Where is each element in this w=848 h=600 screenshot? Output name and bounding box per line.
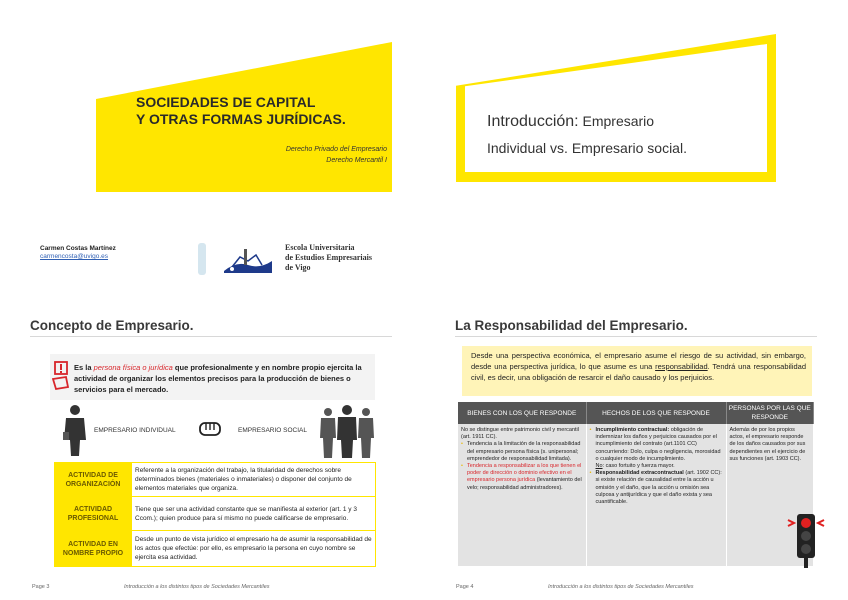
row-text: Referente a la organización del trabajo, la titularidad de derechos sobre determinados bienes (materiales o inmateriales) o disponer del conjunto de elementos materiales que organiza. bbox=[132, 463, 376, 497]
col1-cell: No se distingue entre patrimonio civil y mercantil (art. 1911 CC). • Tendencia a la limitación de la responsabilidad del empresario persona física (s. unipersonal; emprendedor de responsabilidad limitada). • Tendencia a responsabilizar a los que tienen el poder de dirección o dominio efectivo en el empresario persona jurídica (levantamiento del velo; responsabilidad administradores). bbox=[458, 424, 586, 566]
slide4-divider bbox=[455, 336, 817, 337]
author-name: Carmen Costas Martínez bbox=[40, 245, 116, 252]
slide1-title: SOCIEDADES DE CAPITAL Y OTRAS FORMAS JURÍDICAS. bbox=[136, 94, 346, 127]
school-name: Escola Universitaria de Estudios Empresariais de Vigo bbox=[285, 243, 372, 272]
page-number: Page 4 bbox=[456, 584, 474, 590]
table-row bbox=[55, 463, 376, 497]
row-text: Tiene que ser una actividad constante que se manifiesta al exterior (art. 1 y 3 Ccom.); quien produce para sí mismo no puede calificarse de empresario. bbox=[132, 497, 376, 531]
footer-text: Introducción a los distintos tipos de Sociedades Mercantiles bbox=[548, 584, 694, 590]
slide3-divider bbox=[30, 336, 392, 337]
label-social: EMPRESARIO SOCIAL bbox=[238, 427, 307, 434]
table-row bbox=[55, 531, 376, 567]
row-label: ACTIVIDAD PROFESIONAL bbox=[55, 497, 132, 531]
col3-cell: Además de por los propios actos, el empresario responde de los daños causados por sus dependientes en el ejercicio de sus funciones (art. 1903 CC). bbox=[726, 424, 814, 566]
col-header: HECHOS DE LOS QUE RESPONDE bbox=[586, 402, 726, 424]
handshake-fist-icon bbox=[198, 420, 222, 438]
slide1-subtitle: Derecho Privado del Empresario Derecho Mercantil I bbox=[285, 146, 387, 164]
row-label: ACTIVIDAD DE ORGANIZACIÓN bbox=[55, 463, 132, 497]
group-people-icon bbox=[318, 404, 376, 458]
col-header: BIENES CON LOS QUE RESPONDE bbox=[458, 402, 586, 424]
slide3-intro-text: Es la persona física o jurídica que profesionalmente y en nombre propio ejercita la actividad de organizar los elementos precisos para la producción de bienes o servicios para el mercado. bbox=[74, 363, 362, 394]
slide4-intro-text: Desde una perspectiva económica, el empresario asume el riesgo de su actividad, sin embargo, desde una perspectiva jurídica, lo que asume es una responsabilidad. Tendrá una responsabilidad civil, es decir, una obligación de resarcir el daño causado y los perjuicios. bbox=[471, 351, 806, 382]
footer-text: Introducción a los distintos tipos de Sociedades Mercantiles bbox=[124, 584, 270, 590]
author-block bbox=[40, 245, 116, 260]
slide2-title: Introducción: Empresario Individual vs. Empresario social. bbox=[487, 113, 687, 156]
col-header: PERSONAS POR LAS QUE RESPONDE bbox=[726, 402, 814, 424]
col2-cell: • Incumplimiento contractual: obligación de indemnizar los daños y perjuicios causados por el incumplimiento del contrato (art.1101 CC) concurriendo: Dolo, culpa o negligencia, morosidad o cualquier modo de incumplimiento. No: caso fortuito y fuerza mayor. • Responsabilidad extracontractual (art. 1902 CC): si existe relación de causalidad entre la acción u omisión y el daño, que la acción u omisión sea culposa y antijurídica y que el daño exista y sea cuantificable. bbox=[586, 424, 726, 566]
responsibility-table bbox=[458, 402, 814, 566]
slide4-heading: La Responsabilidad del Empresario. bbox=[455, 318, 688, 333]
row-text: Desde un punto de vista jurídico el empresario ha de asumir la responsabilidad de los actos que efectúe: por ello, es empresario la persona en cuyo nombre se ejercita esa actividad. bbox=[132, 531, 376, 567]
school-logo-icon bbox=[222, 247, 274, 275]
label-individual: EMPRESARIO INDIVIDUAL bbox=[94, 427, 176, 434]
logo-decor-bar bbox=[198, 243, 206, 275]
traffic-light-icon bbox=[786, 512, 826, 570]
page-number: Page 3 bbox=[32, 584, 50, 590]
responsabilidad-link[interactable]: responsabilidad bbox=[655, 362, 708, 371]
slide2-dashed-accent bbox=[456, 175, 516, 181]
author-email-link[interactable]: carmencosta@uvigo.es bbox=[40, 253, 109, 260]
concept-table bbox=[54, 462, 376, 567]
individual-person-icon bbox=[60, 404, 90, 456]
slide3-heading: Concepto de Empresario. bbox=[30, 318, 194, 333]
row-label: ACTIVIDAD EN NOMBRE PROPIO bbox=[55, 531, 132, 567]
alert-icon bbox=[52, 361, 70, 391]
table-row bbox=[55, 497, 376, 531]
